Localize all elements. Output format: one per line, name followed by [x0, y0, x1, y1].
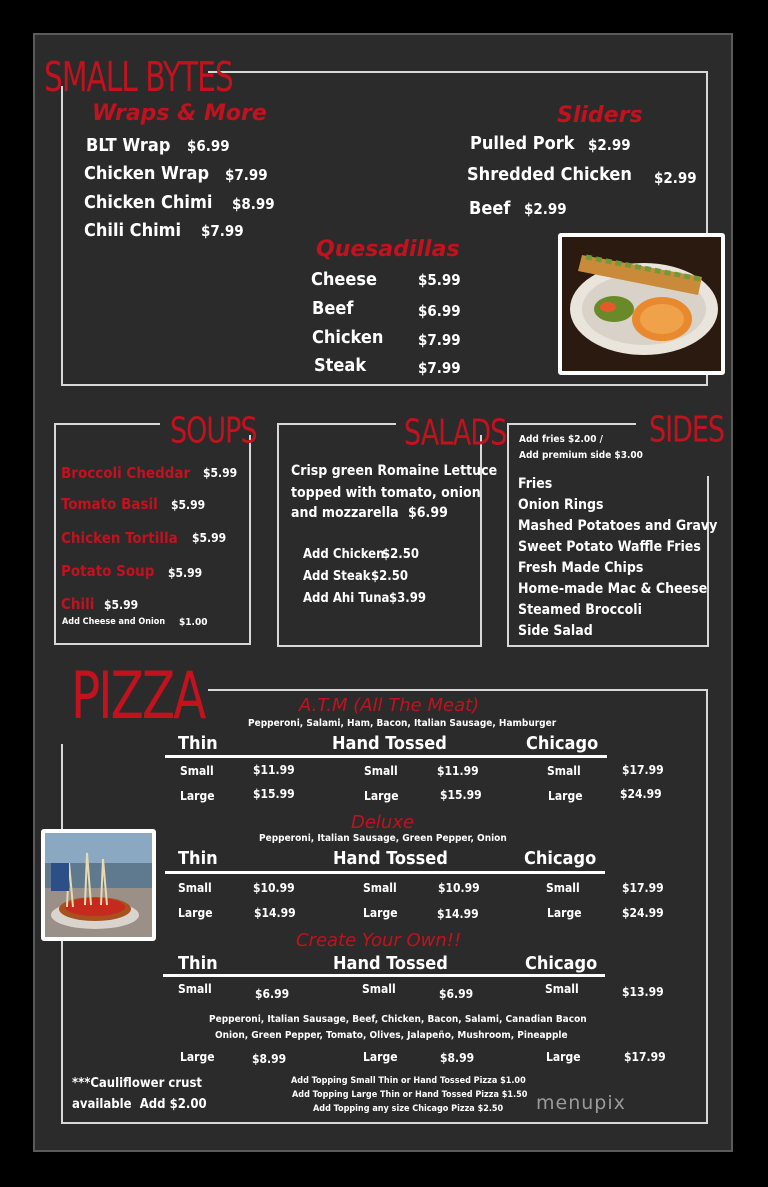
- atm-chicago-large-price: $24.99: [620, 787, 662, 801]
- salad-price: $6.99: [408, 505, 448, 521]
- slider-item-name: Beef: [469, 198, 511, 219]
- side-item: Mashed Potatoes and Gravy: [518, 518, 718, 534]
- salad-description-line: and mozzarella: [291, 505, 399, 521]
- quesadilla-item-name: Chicken: [312, 327, 384, 348]
- atm-hand-tossed-small-price: $11.99: [437, 764, 479, 778]
- create-thin-large-price: $8.99: [252, 1052, 287, 1066]
- quesadilla-item-name: Steak: [314, 355, 367, 376]
- quesadilla-item-price: $6.99: [418, 302, 461, 320]
- salad-description-line: Crisp green Romaine Lettuce: [291, 463, 498, 479]
- create-style-chicago: Chicago: [525, 953, 598, 974]
- atm-hand-tossed-large-price: $15.99: [440, 788, 482, 802]
- wrap-item-name: Chili Chimi: [84, 220, 182, 241]
- create-size-label: Small: [545, 982, 579, 996]
- deluxe-divider: [165, 871, 605, 874]
- salad-addon-name: Add Chicken: [303, 547, 385, 562]
- topping-note-line: Add Topping Large Thin or Hand Tossed Pizza $1.50: [292, 1090, 528, 1100]
- deluxe-toppings: Pepperoni, Italian Sausage, Green Pepper, Onion: [259, 833, 507, 844]
- side-item: Steamed Broccoli: [518, 602, 642, 618]
- wrap-item-price: $8.99: [232, 195, 275, 213]
- quesadillas-heading: Quesadillas: [316, 237, 460, 262]
- create-hand-tossed-small-price: $6.99: [439, 987, 474, 1001]
- create-thin-small-price: $6.99: [255, 987, 290, 1001]
- wrap-item-name: BLT Wrap: [86, 135, 171, 156]
- deluxe-chicago-large-price: $24.99: [622, 906, 664, 920]
- deluxe-thin-small-price: $10.99: [253, 881, 295, 895]
- side-item: Side Salad: [518, 623, 593, 639]
- atm-size-label: Small: [364, 764, 398, 778]
- deluxe-thin-large-price: $14.99: [254, 906, 296, 920]
- quesadilla-item-price: $7.99: [418, 359, 461, 377]
- deluxe-size-label: Large: [547, 906, 582, 920]
- wrap-item-price: $7.99: [201, 222, 244, 240]
- soup-item-price: $5.99: [203, 466, 238, 480]
- slider-item-price: $2.99: [588, 136, 631, 154]
- salad-addon-price: $2.50: [382, 547, 419, 562]
- pizza-photo: [41, 829, 156, 941]
- topping-note-line: Add Topping any size Chicago Pizza $2.50: [313, 1104, 504, 1114]
- create-size-label: Large: [180, 1050, 215, 1064]
- quesadilla-item-price: $7.99: [418, 331, 461, 349]
- menupix-watermark: menupix: [536, 1092, 626, 1114]
- salad-addon-price: $2.50: [371, 569, 408, 584]
- deluxe-size-label: Small: [178, 881, 212, 895]
- deluxe-chicago-small-price: $17.99: [622, 881, 664, 895]
- pizza-title: PIZZA: [71, 658, 205, 734]
- create-heading: Create Your Own!!: [296, 930, 462, 951]
- sliders-heading: Sliders: [557, 103, 643, 128]
- atm-style-chicago: Chicago: [526, 733, 599, 754]
- topping-note-line: Add Topping Small Thin or Hand Tossed Pizza $1.00: [291, 1076, 526, 1086]
- quesadilla-item-price: $5.99: [418, 271, 461, 289]
- atm-style-hand-tossed: Hand Tossed: [332, 733, 447, 754]
- wrap-item-price: $6.99: [187, 137, 230, 155]
- soup-item-name: Chicken Tortilla: [61, 529, 178, 547]
- soup-item-price: $5.99: [171, 498, 206, 512]
- create-size-label: Small: [362, 982, 396, 996]
- side-item: Sweet Potato Waffle Fries: [518, 539, 701, 555]
- sliders-plate-illustration: [562, 237, 721, 371]
- slider-item-name: Pulled Pork: [470, 133, 575, 154]
- wraps-heading: Wraps & More: [92, 101, 267, 126]
- atm-style-thin: Thin: [178, 733, 218, 754]
- salads-frame: [277, 423, 482, 647]
- create-divider: [163, 974, 605, 977]
- salad-addon-price: $3.99: [389, 591, 426, 606]
- atm-heading: A.T.M (All The Meat): [299, 695, 480, 716]
- deluxe-size-label: Small: [363, 881, 397, 895]
- deluxe-heading: Deluxe: [351, 812, 415, 833]
- create-size-label: Small: [178, 982, 212, 996]
- atm-divider: [165, 755, 607, 758]
- soups-title: SOUPS: [170, 410, 257, 452]
- deluxe-style-chicago: Chicago: [524, 848, 597, 869]
- create-toppings-line: Pepperoni, Italian Sausage, Beef, Chicken, Bacon, Salami, Canadian Bacon: [209, 1014, 587, 1025]
- deluxe-hand-tossed-small-price: $10.99: [438, 881, 480, 895]
- wrap-item-price: $7.99: [225, 166, 268, 184]
- atm-toppings: Pepperoni, Salami, Ham, Bacon, Italian Sausage, Hamburger: [248, 718, 557, 729]
- create-style-hand-tossed: Hand Tossed: [333, 953, 448, 974]
- deluxe-size-label: Small: [546, 881, 580, 895]
- deluxe-size-label: Large: [178, 906, 213, 920]
- slider-item-name: Shredded Chicken: [467, 164, 632, 185]
- atm-thin-small-price: $11.99: [253, 763, 295, 777]
- chicago-pizza-illustration: [45, 833, 152, 937]
- wrap-item-name: Chicken Wrap: [84, 163, 210, 184]
- soup-item-name: Chili: [61, 595, 95, 613]
- atm-size-label: Large: [548, 789, 583, 803]
- atm-size-label: Small: [180, 764, 214, 778]
- wrap-item-name: Chicken Chimi: [84, 192, 213, 213]
- side-item: Onion Rings: [518, 497, 604, 513]
- atm-thin-large-price: $15.99: [253, 787, 295, 801]
- soup-addon-name: Add Cheese and Onion: [62, 617, 166, 627]
- deluxe-style-thin: Thin: [178, 848, 218, 869]
- sliders-photo: [558, 233, 725, 375]
- create-size-label: Large: [363, 1050, 398, 1064]
- atm-chicago-small-price: $17.99: [622, 763, 664, 777]
- side-item: Fries: [518, 476, 553, 492]
- slider-item-price: $2.99: [654, 169, 697, 187]
- small-bytes-title: SMALL BYTES: [44, 52, 233, 101]
- sides-note-line: Add fries $2.00 /: [519, 434, 603, 445]
- soup-item-price: $5.99: [104, 598, 139, 612]
- atm-size-label: Large: [180, 789, 215, 803]
- quesadilla-item-name: Beef: [312, 298, 354, 319]
- side-item: Fresh Made Chips: [518, 560, 644, 576]
- salads-title: SALADS: [404, 412, 507, 454]
- deluxe-hand-tossed-large-price: $14.99: [437, 907, 479, 921]
- slider-item-price: $2.99: [524, 200, 567, 218]
- cauliflower-note-line: ***Cauliflower crust: [72, 1076, 203, 1091]
- soup-item-name: Broccoli Cheddar: [61, 464, 191, 482]
- salad-description-line: topped with tomato, onion: [291, 485, 481, 501]
- deluxe-style-hand-tossed: Hand Tossed: [333, 848, 448, 869]
- soup-item-price: $5.99: [192, 531, 227, 545]
- create-toppings-line: Onion, Green Pepper, Tomato, Olives, Jalapeño, Mushroom, Pineapple: [215, 1030, 568, 1041]
- soup-item-name: Potato Soup: [61, 562, 155, 580]
- cauliflower-note-line: available Add $2.00: [72, 1097, 207, 1112]
- create-style-thin: Thin: [178, 953, 218, 974]
- sides-title: SIDES: [649, 409, 725, 451]
- salad-addon-name: Add Ahi Tuna: [303, 591, 390, 606]
- create-chicago-large-price: $17.99: [624, 1050, 666, 1064]
- create-hand-tossed-large-price: $8.99: [440, 1051, 475, 1065]
- sides-note-line: Add premium side $3.00: [519, 450, 643, 461]
- quesadilla-item-name: Cheese: [311, 269, 378, 290]
- atm-size-label: Small: [547, 764, 581, 778]
- salad-addon-name: Add Steak: [303, 569, 371, 584]
- create-size-label: Large: [546, 1050, 581, 1064]
- soup-addon-price: $1.00: [179, 617, 208, 628]
- atm-size-label: Large: [364, 789, 399, 803]
- soup-item-price: $5.99: [168, 566, 203, 580]
- soup-item-name: Tomato Basil: [61, 495, 158, 513]
- create-chicago-small-price: $13.99: [622, 985, 664, 999]
- deluxe-size-label: Large: [363, 906, 398, 920]
- side-item: Home-made Mac & Cheese: [518, 581, 708, 597]
